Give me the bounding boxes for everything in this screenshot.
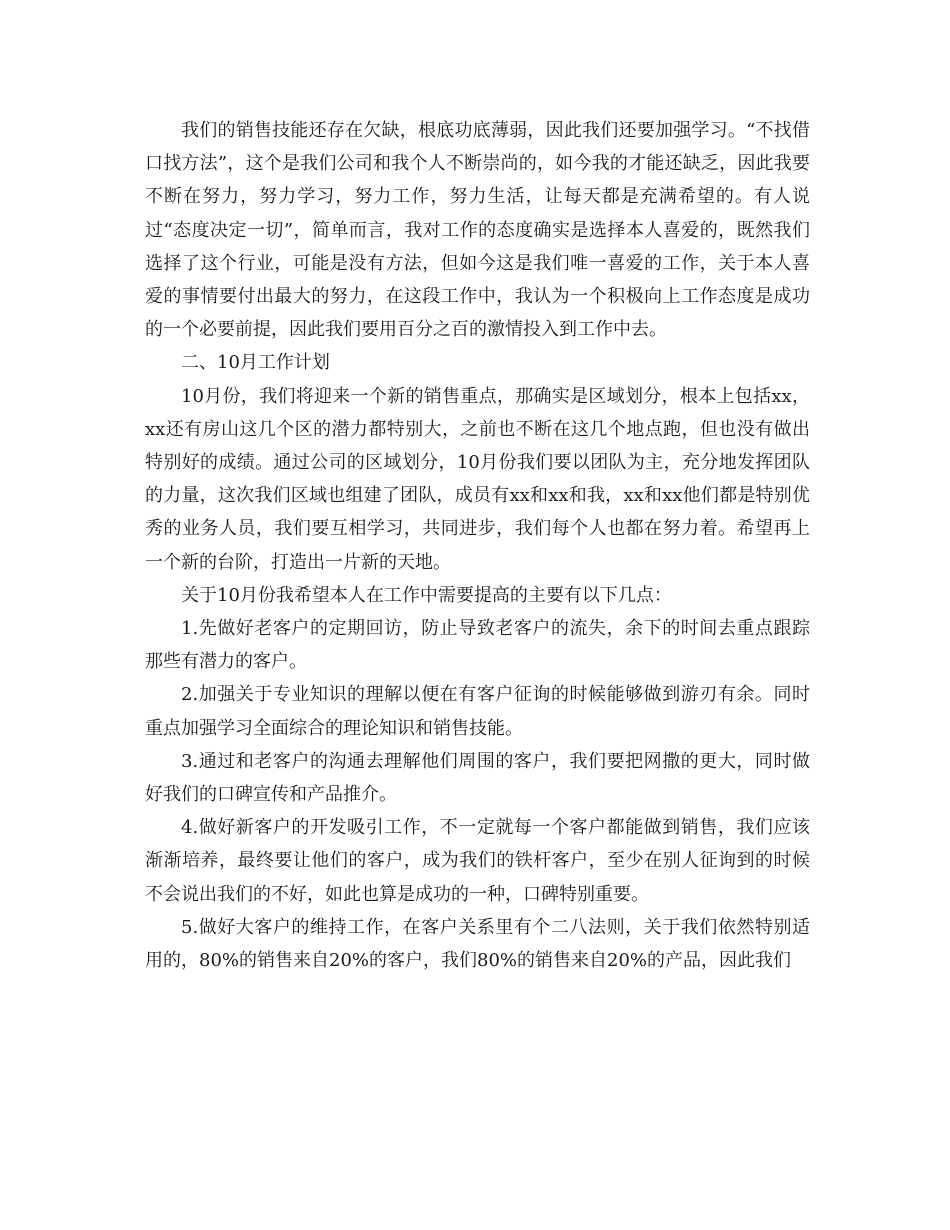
list-item-2: 2.加强关于专业知识的理解以便在有客户征询的时候能够做到游刃有余。同时重点加强学习全面综合的理论知识和销售技能。	[145, 684, 810, 739]
paragraph-improvement-intro: 关于10月份我希望本人在工作中需要提高的主要有以下几点：	[181, 584, 672, 606]
section-heading-october-plan: 二、10月工作计划	[181, 352, 330, 374]
list-item-4: 4.做好新客户的开发吸引工作，不一定就每一个客户都能做到销售，我们应该渐渐培养，最终要让他们的客户，成为我们的铁杆客户，至少在别人征询到的时候不会说出我们的不好，如此也算是成功的一种，口碑特别重要。	[145, 817, 810, 905]
document-body	[145, 114, 810, 977]
paragraph-attitude: 我们的销售技能还存在欠缺，根底功底薄弱，因此我们还要加强学习。“不找借口找方法”，这个是我们公司和我个人不断崇尚的，如今我的才能还缺乏，因此我要不断在努力，努力学习，努力工作，努力生活，让每天都是充满希望的。有人说过“态度决定一切”，简单而言，我对工作的态度确实是选择本人喜爱的，既然我们选择了这个行业，可能是没有方法，但如今这是我们唯一喜爱的工作，关于本人喜爱的事情要付出最大的努力，在这段工作中，我认为一个积极向上工作态度是成功的一个必要前提，因此我们要用百分之百的激情投入到工作中去。	[145, 120, 810, 341]
list-item-3: 3.通过和老客户的沟通去理解他们周围的客户，我们要把网撒的更大，同时做好我们的口碑宣传和产品推介。	[145, 750, 810, 806]
list-item-1: 1.先做好老客户的定期回访，防止导致老客户的流失，余下的时间去重点跟踪那些有潜力的客户。	[145, 618, 810, 673]
paragraph-october-focus: 10月份，我们将迎来一个新的销售重点，那确实是区域划分，根本上包括xx，xx还有房山这几个区的潜力都特别大，之前也不断在这几个地点跑，但也没有做出特别好的成绩。通过公司的区域划分，10月份我们要以团队为主，充分地发挥团队的力量，这次我们区域也组建了团队，成员有xx和xx和我，xx和xx他们都是特别优秀的业务人员，我们要互相学习，共同进步，我们每个人也都在努力着。希望再上一个新的台阶，打造出一片新的天地。	[145, 385, 810, 573]
list-item-5: 5.做好大客户的维持工作，在客户关系里有个二八法则，关于我们依然特别适用的，80%的销售来自20%的客户，我们80%的销售来自20%的产品，因此我们	[145, 916, 810, 972]
